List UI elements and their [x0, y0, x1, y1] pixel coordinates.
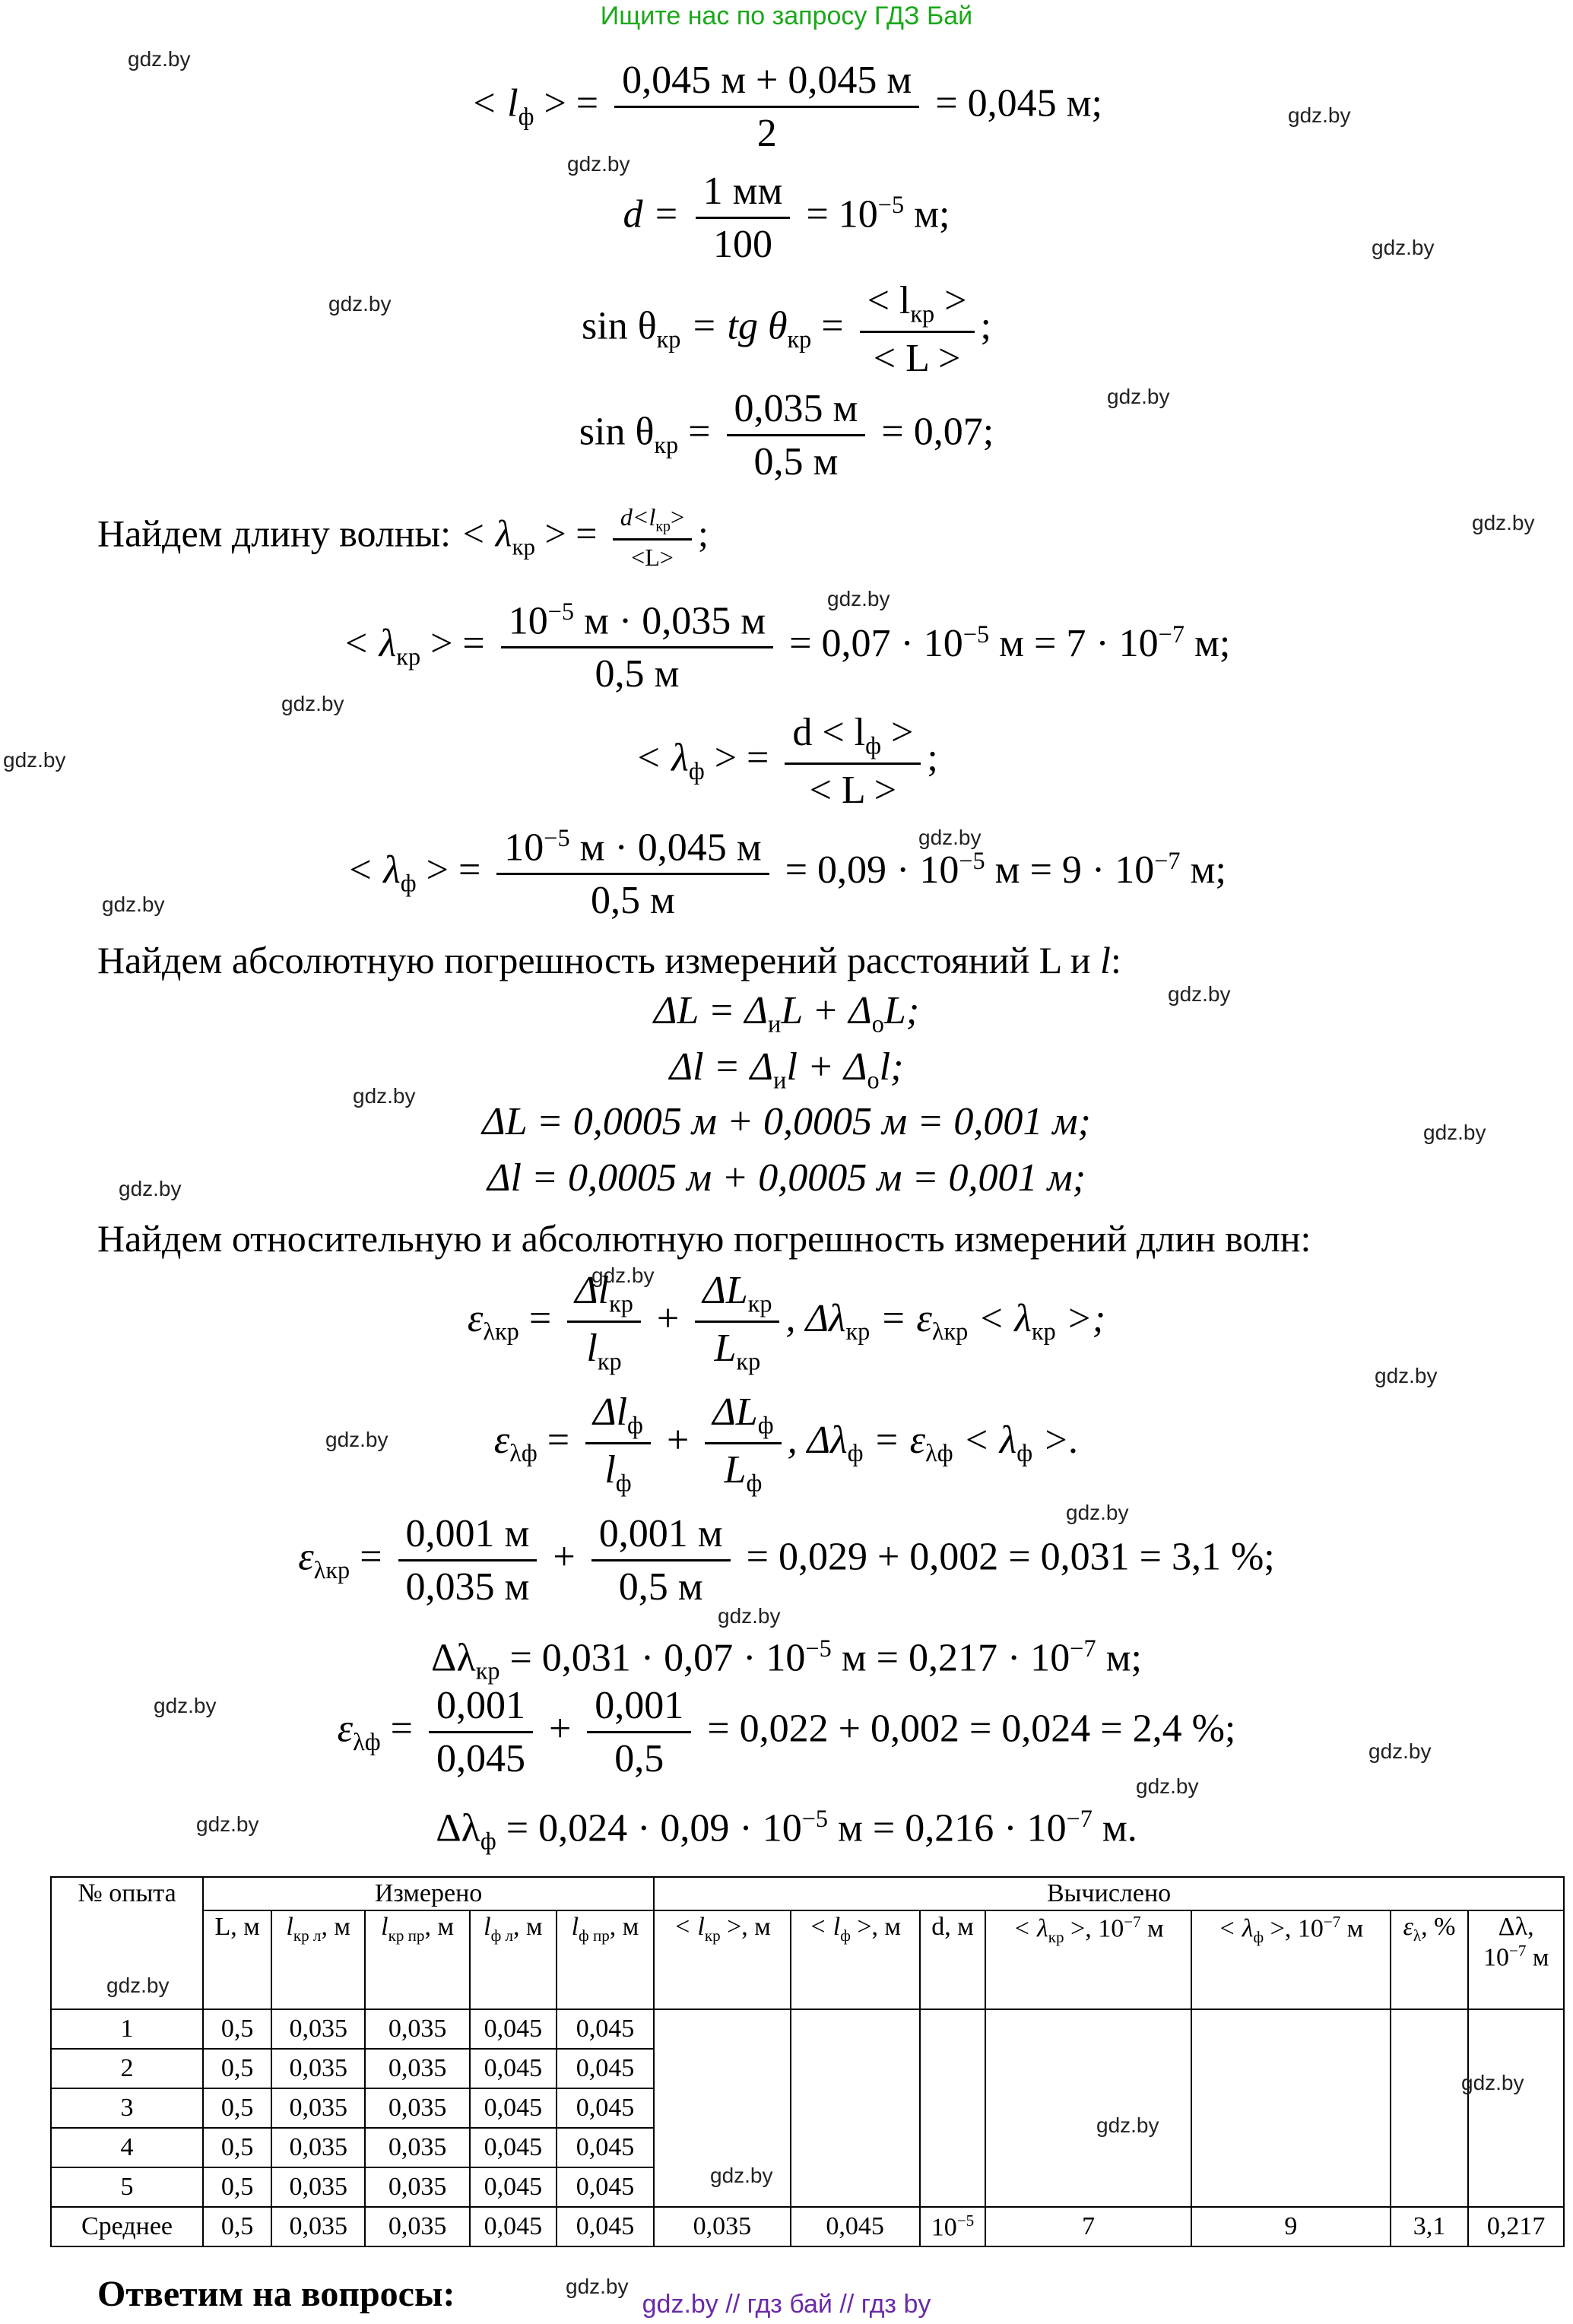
formula-delta-L: $\Delta L = \Delta_иL + \Delta_oL$;: [653, 989, 920, 1038]
formula-delta-lambda-kr: $\Delta\lambda_{кр} = 0,031 \cdot 0,07 \cdot 10^{-5}$ $м = 0,217 \cdot 10^{-7}$ м;: [431, 1634, 1142, 1685]
th-mean-lambda-kr: < $\lambda_{кр}$ >, $10^{-7}$ м: [985, 1910, 1191, 2009]
th-mean-lf: < $l_ф$ >, м: [791, 1910, 920, 2009]
watermark: gdz.by: [106, 1974, 170, 1997]
watermark: gdz.by: [328, 292, 392, 315]
table-row: 2 0,5 0,035 0,035 0,045 0,045: [51, 2049, 1564, 2088]
th-lfpr: $l_{ф пр}$, м: [557, 1910, 654, 2009]
watermark: gdz.by: [1372, 236, 1435, 259]
th-lkrl: $l_{кр л}$, м: [271, 1910, 365, 2009]
results-table: [50, 1876, 1565, 2247]
watermark: gdz.by: [1168, 982, 1231, 1006]
table-row-average: Среднее 0,5 0,035 0,035 0,045 0,045 0,035 0,045 $10^{-5}$ 7 9 3,1 0,217: [51, 2207, 1564, 2246]
formula-sin-value: $\sin \theta_{кр}$ = $\frac{0,035 м}{0,5 м}$ = 0,07;: [579, 387, 994, 484]
watermark: gdz.by: [102, 893, 165, 916]
watermark: gdz.by: [353, 1084, 416, 1108]
th-measured: Измерено: [203, 1877, 654, 1910]
watermark: gdz.by: [591, 1263, 655, 1287]
watermark: gdz.by: [128, 47, 191, 71]
watermark: gdz.by: [325, 1428, 388, 1451]
table-row: 3 0,5 0,035 0,035 0,045 0,045: [51, 2088, 1564, 2128]
watermark: gdz.by: [281, 692, 344, 715]
watermark: gdz.by: [1423, 1121, 1486, 1144]
watermark: gdz.by: [119, 1177, 182, 1200]
formula-lf-mean: < $l_ф$ > = $\frac{0,045 м + 0,045 м}{2}$ = 0,045 м;: [471, 59, 1102, 155]
th-mean-lkr: < $l_{кр}$ >, м: [654, 1910, 790, 2009]
watermark: gdz.by: [1107, 385, 1170, 408]
abs-error-intro: Найдем абсолютную погрешность измерений расстояний L и l:: [97, 939, 1121, 981]
watermark: gdz.by: [718, 1604, 781, 1628]
formula-eps-f: $\varepsilon_{\lambda ф}$ = $\frac{\Delta l_ф}{l_ф}$ + $\frac{\Delta L_ф}{L_ф}$ , $\Delta\lambda_ф = \varepsilon_{\lambda ф} < \lambda_ф$ >.: [493, 1390, 1080, 1497]
wave-intro: Найдем длину волны: < $\lambda_{кр}$ > = $\frac{d<l_{кр}>}{<L>}$ ;: [97, 503, 709, 572]
table-row: 5 0,5 0,035 0,035 0,045 0,045: [51, 2167, 1564, 2207]
th-eps: $\varepsilon_\lambda$, %: [1391, 1910, 1469, 2009]
formula-sin-theta: $\sin \theta_{кр}$ = tg $\theta_{кр}$ = $\frac{< l_{кр} >}{< L >}$ ;: [582, 279, 991, 381]
th-lfl: $l_{ф л}$, м: [470, 1910, 557, 2009]
watermark: gdz.by: [1375, 1364, 1438, 1387]
th-d: d, м: [920, 1910, 985, 2009]
rel-error-intro: Найдем относительную и абсолютную погрешность измерений длин волн:: [97, 1217, 1311, 1260]
formula-lambda-f: < $\lambda_ф$ > = $\frac{d < l_ф >}{< L >}$ ;: [635, 711, 938, 813]
formula-lambda-kr: < $\lambda_{кр}$ > = $\frac{10^{-5} м \cdot 0,035 м}{0,5 м}$ = $0,07 \cdot 10^{-5}$ $м = 7 \cdot 10^{-7}$ м;: [342, 598, 1231, 696]
th-L: L, м: [203, 1910, 271, 2009]
th-num: № опыта: [51, 1877, 203, 2009]
table-row: 4 0,5 0,035 0,035 0,045 0,045: [51, 2128, 1564, 2167]
th-computed: Вычислено: [654, 1877, 1564, 1910]
answer-heading: Ответим на вопросы:: [97, 2274, 455, 2314]
formula-delta-lambda-f: $\Delta\lambda_ф = 0,024 \cdot 0,09 \cdot 10^{-5}$ $м = 0,216 \cdot 10^{-7}$ м.: [436, 1805, 1137, 1855]
watermark: gdz.by: [827, 587, 890, 610]
watermark: gdz.by: [1096, 2113, 1159, 2137]
watermark: gdz.by: [1472, 511, 1535, 534]
th-mean-lambda-f: < $\lambda_ф$ >, $10^{-7}$ м: [1191, 1910, 1391, 2009]
formula-delta-l-value: Δl = 0,0005 м + 0,0005 м = 0,001 м;: [487, 1156, 1086, 1200]
watermark: gdz.by: [710, 2164, 773, 2187]
watermark: gdz.by: [566, 2275, 629, 2298]
watermark: gdz.by: [918, 826, 982, 849]
footer-links[interactable]: gdz.by // гдз бай // гдз by: [642, 2290, 931, 2319]
formula-lambda-f-value: < $\lambda_ф$ > = $\frac{10^{-5} м \cdot 0,045 м}{0,5 м}$ = $0,09 \cdot 10^{-5}$ $м = 9 \cdot 10^{-7}$ м;: [347, 824, 1226, 923]
watermark: gdz.by: [3, 748, 66, 772]
watermark: gdz.by: [567, 152, 630, 176]
formula-delta-L-value: ΔL = 0,0005 м + 0,0005 м = 0,001 м;: [482, 1100, 1091, 1143]
watermark: gdz.by: [1066, 1501, 1129, 1524]
watermark: gdz.by: [1461, 2071, 1524, 2094]
watermark: gdz.by: [1368, 1739, 1432, 1763]
formula-d: d = $\frac{1 мм}{100}$ = $10^{-5}$ м;: [623, 170, 950, 266]
th-lkrpr: $l_{кр пр}$, м: [365, 1910, 470, 2009]
th-delta-lambda: Δλ, $10^{-7}$ м: [1468, 1910, 1564, 2009]
watermark: gdz.by: [196, 1812, 259, 1836]
watermark: gdz.by: [154, 1694, 217, 1717]
table-row: 1 0,5 0,035 0,035 0,045 0,045: [51, 2009, 1564, 2049]
header-search-hint[interactable]: Ищите нас по запросу ГДЗ Бай: [600, 2, 973, 30]
formula-delta-l: $\Delta l = \Delta_иl + \Delta_ol$;: [669, 1045, 904, 1094]
formula-eps-kr: $\varepsilon_{\lambda кр}$ = $\frac{\Delta l_{кр}}{l_{кр}}$ + $\frac{\Delta L_{кр}}{L_{кр}}$ , $\Delta\lambda_{кр} = \varepsilon_{\lambda кр} < \lambda_{кр}$ >;: [467, 1269, 1106, 1375]
watermark: gdz.by: [1288, 103, 1351, 127]
formula-eps-f-value: $\varepsilon_{\lambda ф}$ = $\frac{0,001}{0,045}$ + $\frac{0,001}{0,5}$ = 0,022 + 0,002 = 0,024 = 2,4 %;: [337, 1684, 1236, 1780]
watermark: gdz.by: [1136, 1774, 1199, 1798]
formula-eps-kr-value: $\varepsilon_{\lambda кр}$ = $\frac{0,001 м}{0,035 м}$ + $\frac{0,001 м}{0,5 м}$ = 0,029 + 0,002 = 0,031 = 3,1 %;: [298, 1512, 1275, 1609]
